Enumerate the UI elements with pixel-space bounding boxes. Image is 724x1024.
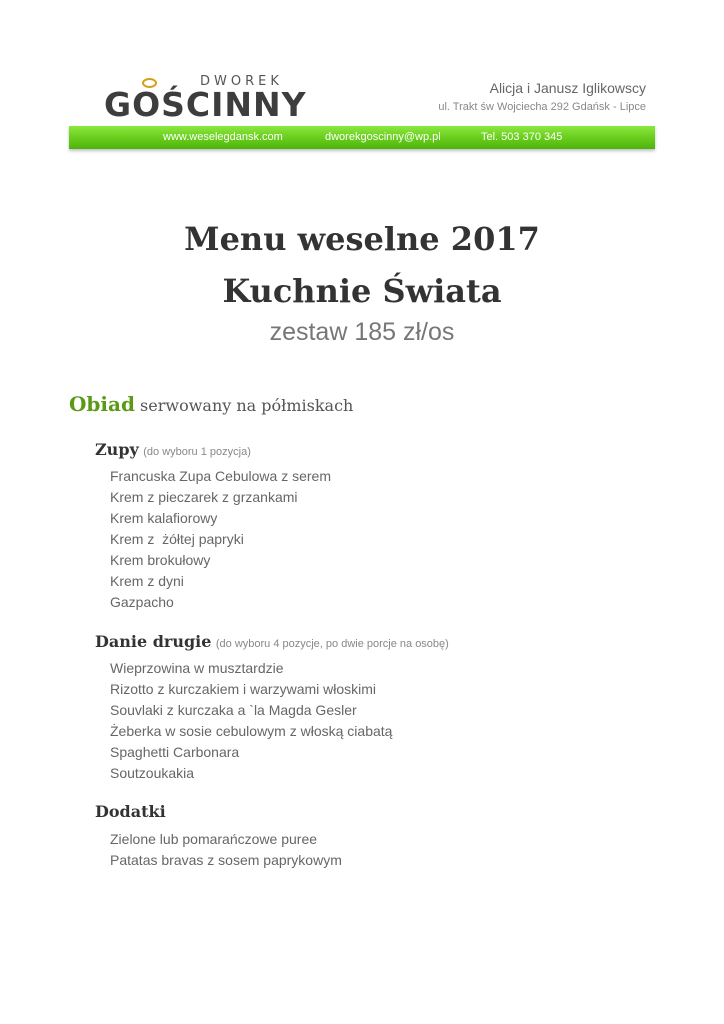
- obiad-heading: [69, 392, 353, 416]
- section-zupy-heading: [95, 440, 251, 460]
- menu-title: Menu weselne 2017: [184, 220, 540, 258]
- zupy-title: Zupy: [95, 440, 139, 459]
- zupy-list: [110, 466, 331, 613]
- list-item: Zielone lub pomarańczowe puree: [110, 831, 318, 847]
- obiad-description: serwowany na półmiskach: [140, 396, 354, 415]
- list-item: Żeberka w sosie cebulowym z włoską ciabatą: [110, 723, 393, 739]
- address: ul. Trakt św Wojciecha 292 Gdańsk - Lipce: [438, 101, 646, 113]
- obiad-title: Obiad: [69, 392, 135, 416]
- list-item: Krem brokułowy: [110, 552, 211, 568]
- dodatki-title: Dodatki: [95, 802, 166, 821]
- owner-name: Alicja i Janusz Iglikowscy: [489, 80, 646, 96]
- list-item: Krem kalafiorowy: [110, 510, 218, 526]
- dodatki-list: [110, 829, 342, 871]
- zupy-note: (do wyboru 1 pozycja): [143, 446, 251, 458]
- phone-number: Tel. 503 370 345: [481, 131, 563, 143]
- company-logo: [104, 74, 324, 124]
- website-link[interactable]: www.weselegdansk.com: [163, 131, 283, 143]
- menu-subtitle-cuisine: Kuchnie Świata: [222, 272, 502, 310]
- list-item: Wieprzowina w musztardzie: [110, 660, 284, 676]
- list-item: Francuska Zupa Cebulowa z serem: [110, 468, 331, 484]
- list-item: Rizotto z kurczakiem i warzywami włoskimi: [110, 681, 377, 697]
- list-item: Gazpacho: [110, 594, 174, 610]
- contact-bar: [69, 126, 655, 149]
- logo-big-text: GOŚCINNY: [104, 85, 307, 124]
- list-item: Spaghetti Carbonara: [110, 744, 240, 760]
- list-item: Souvlaki z kurczaka a `la Magda Gesler: [110, 702, 357, 718]
- danie-drugie-title: Danie drugie: [95, 632, 212, 651]
- list-item: Krem z żółtej papryki: [110, 531, 244, 547]
- list-item: Soutzoukakia: [110, 765, 195, 781]
- section-dodatki-heading: [95, 802, 166, 822]
- price-set: zestaw 185 zł/os: [269, 318, 455, 346]
- logo-small-text: DWOREK: [200, 74, 283, 89]
- list-item: Krem z pieczarek z grzankami: [110, 489, 298, 505]
- email-link[interactable]: dworekgoscinny@wp.pl: [325, 131, 441, 143]
- list-item: Krem z dyni: [110, 573, 184, 589]
- danie-drugie-note: (do wyboru 4 pozycje, po dwie porcje na osobę): [215, 638, 449, 650]
- section-danie-drugie-heading: [95, 632, 449, 652]
- list-item: Patatas bravas z sosem paprykowym: [110, 852, 342, 868]
- danie-drugie-list: [110, 658, 392, 784]
